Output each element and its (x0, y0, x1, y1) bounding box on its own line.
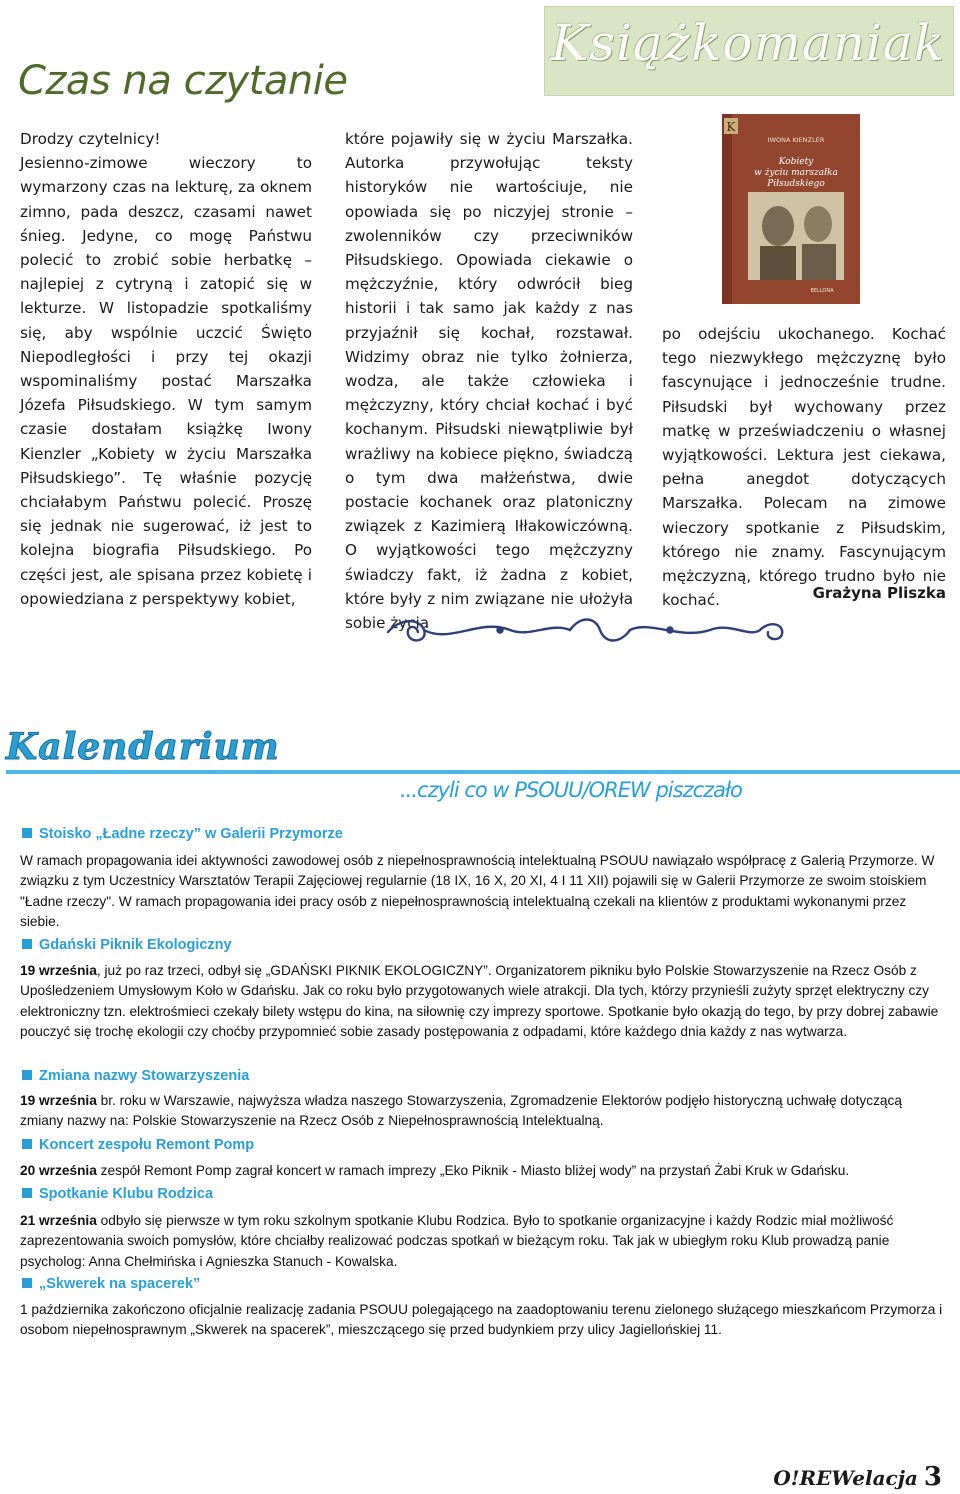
heading-text: Zmiana nazwy Stowarzyszenia (39, 1068, 250, 1084)
event-date: 19 września (20, 1093, 97, 1108)
kal-body-skwerek (20, 1300, 944, 1341)
kal-body-koncert (20, 1161, 944, 1181)
article-column-2 (345, 127, 633, 635)
bullet-square-icon (22, 939, 32, 949)
kalendarium-divider (6, 770, 960, 774)
book-publisher: BELLONA (810, 288, 834, 294)
heading-text: Koncert zespołu Remont Pomp (39, 1137, 255, 1153)
kal-body-klub (20, 1211, 944, 1272)
event-date: 19 września (20, 963, 97, 978)
kal-heading-piknik (22, 937, 232, 953)
kal-heading-galeria (22, 826, 343, 842)
kal-body-galeria (20, 851, 944, 932)
heading-text: „Skwerek na spacerek” (39, 1276, 201, 1292)
kal-body-piknik (20, 961, 944, 1042)
body-text: br. roku w Warszawie, najwyższa władza naszego Stowarzyszenia, Zgromadzenie Elektorów podjęło historyczną uchwałę dotyczącą zmiany nazwy na: Polskie Stowarzyszenie na Rzecz Osób z Niepełnosprawnością Intelektualną. (20, 1093, 903, 1129)
bullet-square-icon (22, 1278, 32, 1288)
page-number: 3 (923, 1462, 942, 1492)
event-date: 21 września (20, 1213, 97, 1228)
column-banner-title: Książkomaniak (550, 14, 946, 72)
book-title-line: w życiu marszałka (754, 168, 838, 178)
heading-text: Gdański Piknik Ekologiczny (39, 937, 232, 953)
article-column-3 (662, 322, 946, 612)
book-series-letter: K (726, 120, 736, 134)
magazine-name: O!REWelacja (773, 1466, 918, 1490)
event-date: 20 września (20, 1163, 97, 1178)
bullet-square-icon (22, 1188, 32, 1198)
article-text-1: Drodzy czytelnicy! Jesienno-zimowe wieczory to wymarzony czas na lekturę, za oknem zimno, pada deszcz, czasami nawet śnieg. Jedyne, co mogę Państwu polecić to zrobić sobie herbatkę – najlepiej z cytryną i zatopić się w lekturze. W listopadzie spotkaliśmy się, aby wspólnie uczcić Święto Niepodległości i przy tej okazji wspominaliśmy postać Marszałka Józefa Piłsudskiego. W tym samym czasie dostałam książkę Iwony Kienzler „Kobiety w życiu Marszałka Piłsudskiego”. Tę właśnie pozycję chciałabym Państwu polecić. Proszę się jednak nie sugerować, iż jest to kolejna biografia Piłsudskiego. Po części jest, ale spisana przez kobietę i opowiedziana z perspektywy kobiet, (20, 130, 312, 608)
kal-heading-skwerek (22, 1276, 200, 1292)
body-text: zespół Remont Pomp zagrał koncert w ramach imprezy „Eko Piknik - Miasto bliżej wody” na przystań Żabi Kruk w Gdańsku. (96, 1163, 850, 1178)
body-text: W ramach propagowania idei aktywności zawodowej osób z niepełnosprawnością intelektualną PSOUU nawiązało współpracę z Galerią Przymorze. W związku z tym Uczestnicy Warsztatów Terapii Zajęciowej regularnie (18 IX, 16 X, 20 XI, 4 I 11 XII) pojawili się w Galerii Przymorze ze swoim stoiskiem "Ładne rzeczy". W ramach propagowania idei pracy osób z niepełnosprawnością intelektualną czekali na klientów z produktami wykonanymi przez siebie. (20, 853, 935, 929)
article-column-1 (20, 127, 312, 611)
kal-heading-klub (22, 1186, 213, 1202)
body-text: 1 października zakończono oficjalnie realizację zadania PSOUU polegającego na zaadoptowaniu terenu zielonego służącego mieszkańcom Przymorza i osobom niepełnosprawnym „Skwerek na spacerek”, mieszczącego się przed budynkiem przy ulicy Jagiellońskiej 11. (20, 1302, 943, 1338)
book-author: IWONA KIENZLER (767, 136, 825, 144)
kalendarium-subtitle: ...czyli co w PSOUU/OREW piszczało (400, 778, 742, 802)
decorative-divider (380, 610, 790, 652)
heading-text: Spotkanie Klubu Rodzica (39, 1186, 214, 1202)
book-cover-image (722, 114, 860, 304)
article-text-3: po odejściu ukochanego. Kochać tego niezwykłego mężczyznę było fascynujące i jednocześnie trudne. Piłsudski był wychowany przez matkę w przeświadczeniu o własnej wyjątkowości. Lektura jest ciekawa, pełna anegdot dotyczących Marszałka. Polecam na zimowe wieczory spotkanie z Piłsudskim, którego nie znamy. Fascynującym mężczyzną, którego trudno było nie kochać. (662, 325, 946, 610)
body-text: odbyło się pierwsze w tym roku szkolnym spotkanie Klubu Rodzica. Było to spotkanie organizacyjne i każdy Rodzic miał możliwość zaprezentowania swoich pomysłów, które chciałby realizować podczas spotkań w bieżącym roku. Tak jak w ubiegłym roku Klub prowadzą panie psycholog: Anna Chełmińska i Agnieszka Stanuch - Kowalska. (20, 1213, 894, 1269)
bullet-square-icon (22, 828, 32, 838)
kal-heading-nazwa (22, 1068, 249, 1084)
bullet-square-icon (22, 1139, 32, 1149)
article-text-2: które pojawiły się w życiu Marszałka. Autorka przywołując teksty historyków nie wartościuje, nie opowiada się po niczyjej stronie – zwolenników czy przeciwników Piłsudskiego. Opowiada ciekawie o mężczyźnie, który odwrócił bieg historii i tak samo jak każdy z nas przyjaźnił się kochał, rozstawał. Widzimy obraz nie tylko żołnierza, wodza, ale także człowieka i mężczyzny, który chciał kochać i być kochanym. Piłsudski niewątpliwie był wrażliwy na kobiece piękno, świadczą o tym dwa małżeństwa, dwie postacie kochanek oraz platoniczny związek z Kazimierą Iłłakowiczówną. O wyjątkowości tego mężczyzny świadczy fakt, iż żadna z kobiet, które były z nim związane nie ułożyła sobie życia (345, 130, 633, 633)
book-title-line: Piłsudskiego (767, 179, 825, 189)
kal-heading-koncert (22, 1137, 254, 1153)
body-text: , już po raz trzeci, odbył się „GDAŃSKI PIKNIK EKOLOGICZNY”. Organizatorem pikniku było Polskie Stowarzyszenie na Rzecz Osób z Upośledzeniem Umysłowym Koło w Gdańsku. Jak co roku było przygotowanych wiele atrakcji. Dla tych, którzy przynieśli zużyty sprzęt elektryczny czy elektroniczny tzn. elektrośmieci czekały bilety wstępu do kina, na siłownię czy imprezy sportowe. Spotkanie było okazją do tego, by przy dobrej zabawie pouczyć się trochę ekologii czy choćby przypomnieć sobie zasady postępowania z odpadami, które każdego dnia każdy z nas wytwarza. (20, 963, 939, 1039)
kal-body-nazwa (20, 1091, 944, 1132)
bullet-square-icon (22, 1070, 32, 1080)
page-footer (773, 1462, 942, 1492)
kalendarium-title: Kalendarium (6, 726, 280, 768)
section-title: Czas na czytanie (18, 58, 348, 104)
book-title-line: Kobiety (778, 157, 814, 167)
article-signature: Grażyna Pliszka (812, 584, 946, 602)
heading-text: Stoisko „Ładne rzeczy” w Galerii Przymorze (39, 826, 343, 842)
